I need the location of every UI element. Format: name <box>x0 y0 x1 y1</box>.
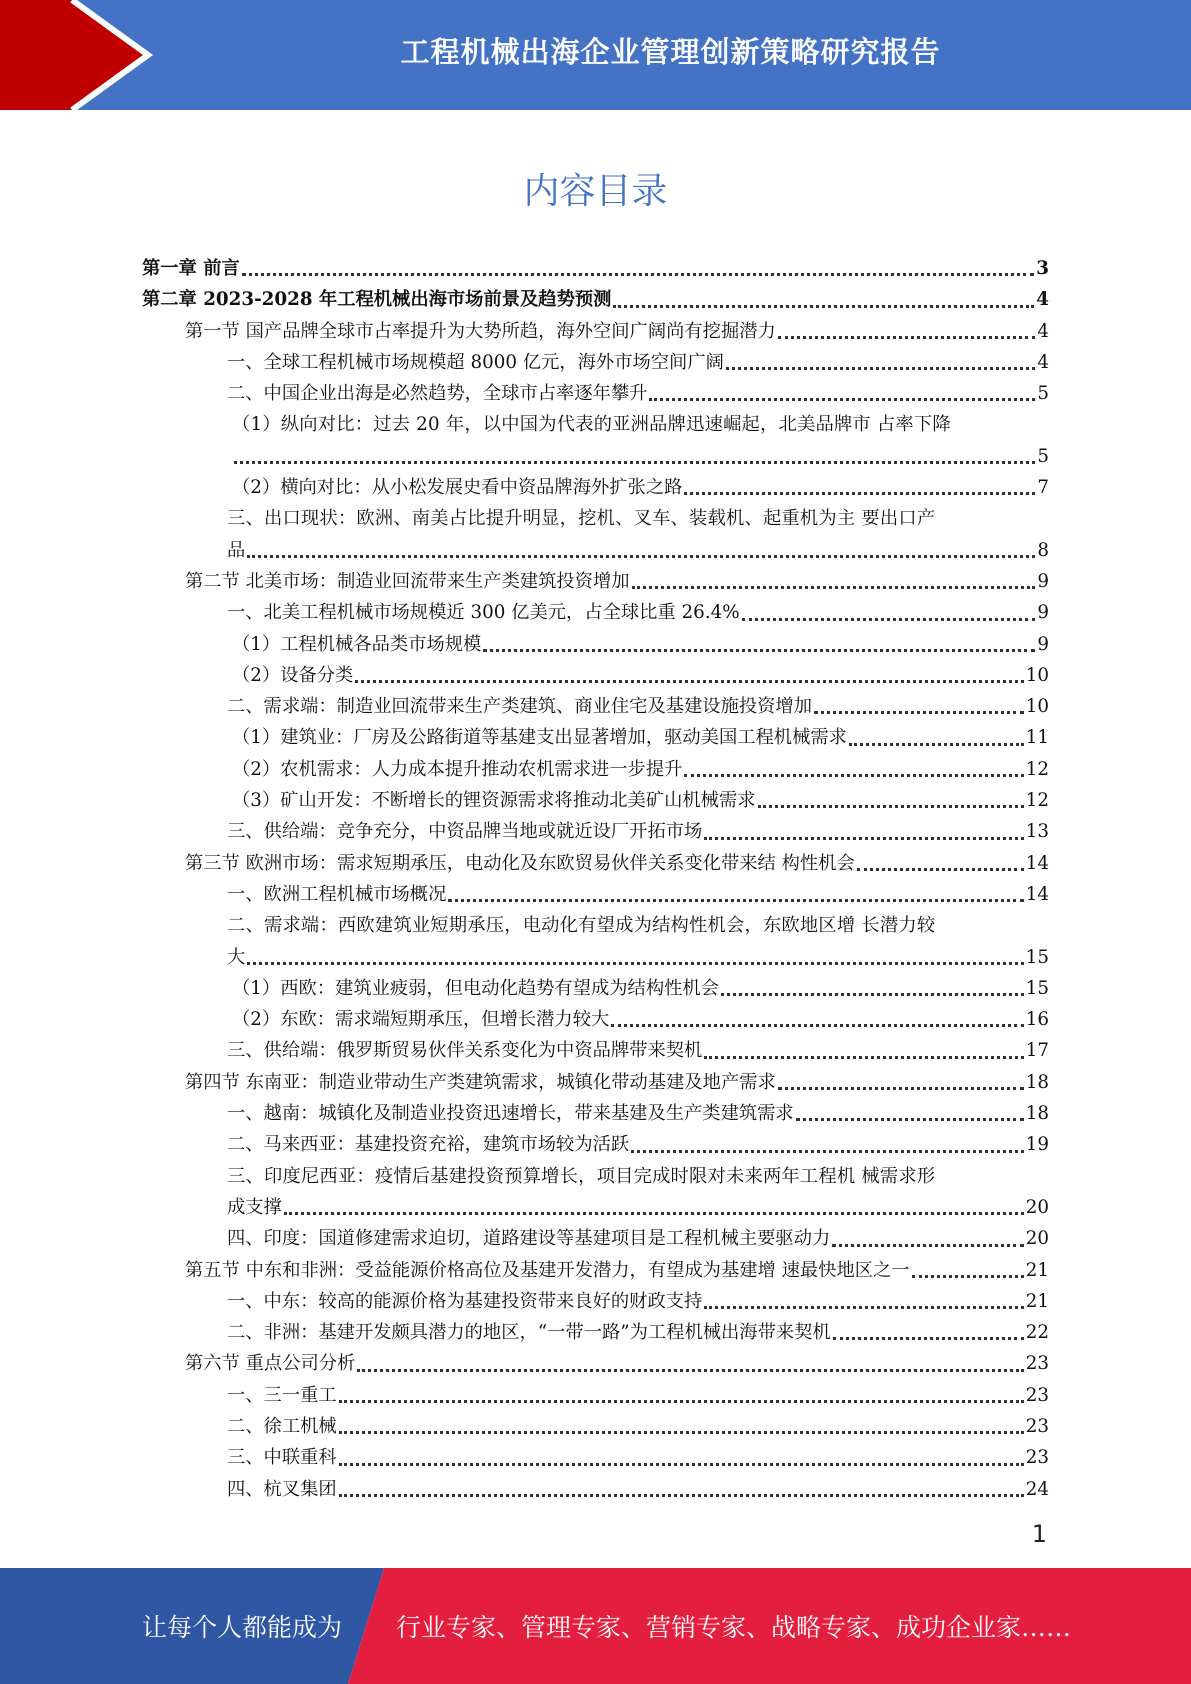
toc-heading: 内容目录 <box>523 171 668 212</box>
toc-entry[interactable] <box>142 1129 1049 1160</box>
toc-entry-text: 二、徐工机械 <box>227 1415 337 1437</box>
toc-page-number: 4 <box>1036 289 1049 311</box>
page-number: 1 <box>1031 1520 1047 1548</box>
toc-entry-text: 二、需求端：制造业回流带来生产类建筑、商业住宅及基建设施投资增加 <box>227 696 812 718</box>
toc-page-number: 5 <box>1037 383 1049 405</box>
toc-page-number: 16 <box>1025 1009 1049 1031</box>
toc-dot-leader <box>778 314 1036 339</box>
toc-entry[interactable] <box>142 316 1049 347</box>
toc-entry-continuation[interactable] <box>142 1192 1049 1223</box>
toc-dot-leader <box>247 940 1023 965</box>
toc-entry-text: 一、全球工程机械市场规模超 8000 亿元，海外市场空间广阔 <box>227 351 724 373</box>
toc-entry[interactable] <box>142 253 1049 284</box>
red-chevron-decoration <box>0 0 160 110</box>
toc-dot-leader <box>849 721 1024 746</box>
toc-entry[interactable] <box>142 503 1049 534</box>
toc-entry-text: （2）设备分类 <box>232 664 354 686</box>
toc-dot-leader <box>339 1409 1024 1434</box>
toc-entry[interactable] <box>142 409 1049 440</box>
toc-page-number: 10 <box>1025 664 1049 686</box>
toc-dot-leader <box>613 283 1034 308</box>
toc-dot-leader <box>912 1253 1024 1278</box>
toc-entry-text: 第一章 前言 <box>142 258 240 279</box>
toc-entry-text: 四、印度：国道修建需求迫切，道路建设等基建项目是工程机械主要驱动力 <box>227 1228 831 1250</box>
toc-entry-text: 第三节 欧洲市场：需求短期承压，电动化及东欧贸易伙伴关系变化带来结 构性机会 <box>185 852 855 874</box>
toc-page-number: 4 <box>1037 320 1049 342</box>
toc-page-number: 18 <box>1025 1103 1049 1125</box>
toc-page-number: 11 <box>1025 727 1049 749</box>
report-title: 工程机械出海企业管理创新策略研究报告 <box>400 34 941 69</box>
toc-entry[interactable] <box>142 347 1049 378</box>
toc-dot-leader <box>632 564 1036 589</box>
toc-dot-leader <box>339 1378 1024 1403</box>
toc-entry-continuation[interactable] <box>142 441 1049 472</box>
toc-entry-text: 一、欧洲工程机械市场概况 <box>227 883 447 905</box>
toc-dot-leader <box>242 251 1034 276</box>
toc-dot-leader <box>832 1222 1023 1247</box>
toc-entry[interactable] <box>142 1411 1049 1442</box>
toc-entry-text: 一、北美工程机械市场规模近 300 亿美元，占全球比重 26.4% <box>227 602 740 624</box>
toc-entry-text: （3）矿山开发：不断增长的锂资源需求将推动北美矿山机械需求 <box>232 790 756 812</box>
toc-dot-leader <box>704 1034 1023 1059</box>
toc-page-number: 20 <box>1025 1228 1049 1250</box>
toc-entry-text-cont: 成支撑 <box>227 1196 282 1218</box>
toc-page-number: 15 <box>1025 977 1049 999</box>
toc-page-number: 12 <box>1025 790 1049 812</box>
toc-dot-leader <box>857 846 1024 871</box>
toc-entry[interactable] <box>142 1255 1049 1286</box>
toc-entry[interactable] <box>142 722 1049 753</box>
toc-entry-text: （1）建筑业：厂房及公路街道等基建支出显著增加，驱动美国工程机械需求 <box>232 727 847 749</box>
toc-entry-text: （2）农机需求：人力成本提升推动农机需求进一步提升 <box>232 758 683 780</box>
toc-entry-text: 第五节 中东和非洲：受益能源价格高位及基建开发潜力，有望成为基建增 速最快地区之一 <box>185 1259 910 1281</box>
toc-entry[interactable] <box>142 754 1049 785</box>
toc-dot-leader <box>742 596 1036 621</box>
table-of-contents <box>142 253 1049 1505</box>
toc-entry-text-cont: 品 <box>227 539 246 561</box>
toc-entry[interactable] <box>142 1442 1049 1473</box>
toc-entry-text: 第六节 重点公司分析 <box>185 1353 356 1375</box>
toc-page-number: 14 <box>1025 852 1049 874</box>
toc-page-number: 5 <box>1037 445 1049 467</box>
header-banner <box>0 0 1191 110</box>
toc-entry[interactable] <box>142 1004 1049 1035</box>
toc-entry[interactable] <box>142 1035 1049 1066</box>
toc-page-number: 20 <box>1025 1196 1049 1218</box>
toc-entry-text: 三、供给端：俄罗斯贸易伙伴关系变化为中资品牌带来契机 <box>227 1040 703 1062</box>
toc-entry[interactable] <box>142 848 1049 879</box>
toc-entry[interactable] <box>142 1161 1049 1192</box>
toc-dot-leader <box>247 533 1035 558</box>
toc-entry-text: 第二章 2023-2028 年工程机械出海市场前景及趋势预测 <box>142 289 612 311</box>
toc-page-number: 3 <box>1036 258 1049 279</box>
toc-entry-text: （1）西欧：建筑业疲弱，但电动化趋势有望成为结构性机会 <box>232 977 719 999</box>
toc-entry-text: 一、越南：城镇化及制造业投资迅速增长，带来基建及生产类建筑需求 <box>227 1103 794 1125</box>
toc-entry-text: （2）东欧：需求端短期承压，但增长潜力较大 <box>232 1009 610 1031</box>
toc-page-number: 14 <box>1025 883 1049 905</box>
toc-entry-text: 四、杭叉集团 <box>227 1478 337 1500</box>
toc-dot-leader <box>704 1284 1023 1309</box>
toc-entry[interactable] <box>142 1286 1049 1317</box>
toc-entry-continuation[interactable] <box>142 942 1049 973</box>
toc-entry-text: （1）纵向对比：过去 20 年，以中国为代表的亚洲品牌迅速崛起，北美品牌市 占率下降 <box>232 414 951 436</box>
toc-entry[interactable] <box>142 785 1049 816</box>
toc-dot-leader <box>355 658 1023 683</box>
toc-dot-leader <box>234 439 1035 464</box>
toc-entry-text: 三、出口现状：欧洲、南美占比提升明显，挖机、叉车、装载机、起重机为主 要出口产 <box>227 508 936 530</box>
toc-page-number: 23 <box>1025 1353 1049 1375</box>
toc-entry-text: 第二节 北美市场：制造业回流带来生产类建筑投资增加 <box>185 570 630 592</box>
toc-entry-text: 一、中东：较高的能源价格为基建投资带来良好的财政支持 <box>227 1290 703 1312</box>
toc-entry[interactable] <box>142 816 1049 847</box>
toc-page-number: 19 <box>1025 1134 1049 1156</box>
toc-dot-leader <box>448 877 1023 902</box>
toc-entry[interactable] <box>142 691 1049 722</box>
toc-entry[interactable] <box>142 910 1049 941</box>
toc-dot-leader <box>758 783 1024 808</box>
toc-dot-leader <box>704 815 1023 840</box>
toc-entry-text: 二、马来西亚：基建投资充裕，建筑市场较为活跃 <box>227 1134 630 1156</box>
toc-entry-text: 二、非洲：基建开发颇具潜力的地区，“一带一路”为工程机械出海带来契机 <box>227 1322 831 1344</box>
toc-entry[interactable] <box>142 1223 1049 1254</box>
toc-page-number: 23 <box>1025 1447 1049 1469</box>
toc-dot-leader <box>721 971 1024 996</box>
toc-dot-leader <box>833 1315 1024 1340</box>
toc-entry-text: （2）横向对比：从小松发展史看中资品牌海外扩张之路 <box>232 477 683 499</box>
toc-entry-text-cont: 大 <box>227 946 246 968</box>
toc-entry-text: 二、中国企业出海是必然趋势，全球市占率逐年攀升 <box>227 383 648 405</box>
toc-dot-leader <box>339 1472 1024 1497</box>
footer-slogan-left: 让每个人都能成为 <box>142 1613 343 1642</box>
toc-entry[interactable] <box>142 660 1049 691</box>
toc-entry-text: （1）工程机械各品类市场规模 <box>232 633 482 655</box>
toc-entry[interactable] <box>142 378 1049 409</box>
toc-dot-leader <box>796 1096 1024 1121</box>
toc-entry-text: 三、印度尼西亚：疫情后基建投资预算增长，项目完成时限对未来两年工程机 械需求形 <box>227 1165 936 1187</box>
toc-page-number: 10 <box>1025 696 1049 718</box>
toc-entry-text: 一、三一重工 <box>227 1384 337 1406</box>
toc-entry-text: 第四节 东南亚：制造业带动生产类建筑需求，城镇化带动基建及地产需求 <box>185 1071 776 1093</box>
toc-dot-leader <box>778 1065 1024 1090</box>
toc-page-number: 22 <box>1025 1322 1049 1344</box>
toc-dot-leader <box>726 345 1035 370</box>
toc-dot-leader <box>631 1128 1024 1153</box>
toc-entry[interactable] <box>142 566 1049 597</box>
toc-entry-text: 第一节 国产品牌全球市占率提升为大势所趋，海外空间广阔尚有挖掘潜力 <box>185 320 776 342</box>
toc-dot-leader <box>684 470 1035 495</box>
toc-page-number: 23 <box>1025 1415 1049 1437</box>
toc-page-number: 21 <box>1025 1290 1049 1312</box>
toc-dot-leader <box>611 1002 1023 1027</box>
footer-slogan-right: 行业专家、管理专家、营销专家、战略专家、成功企业家…… <box>396 1613 1072 1642</box>
toc-page-number: 24 <box>1025 1478 1049 1500</box>
toc-page-number: 12 <box>1025 758 1049 780</box>
toc-dot-leader <box>284 1190 1024 1215</box>
toc-page-number: 23 <box>1025 1384 1049 1406</box>
toc-entry[interactable] <box>142 472 1049 503</box>
toc-entry[interactable] <box>142 1380 1049 1411</box>
toc-page-number: 7 <box>1037 477 1049 499</box>
toc-dot-leader <box>357 1347 1023 1372</box>
toc-page-number: 18 <box>1025 1071 1049 1093</box>
toc-entry-text: 二、需求端：西欧建筑业短期承压，电动化有望成为结构性机会，东欧地区增 长潜力较 <box>227 915 936 937</box>
toc-entry-text: 三、供给端：竞争充分，中资品牌当地或就近设厂开拓市场 <box>227 821 703 843</box>
toc-entry-continuation[interactable] <box>142 535 1049 566</box>
toc-entry[interactable] <box>142 1474 1049 1505</box>
toc-dot-leader <box>684 752 1023 777</box>
toc-page-number: 9 <box>1037 633 1049 655</box>
toc-entry[interactable] <box>142 1098 1049 1129</box>
toc-page-number: 21 <box>1025 1259 1049 1281</box>
toc-page-number: 15 <box>1025 946 1049 968</box>
toc-dot-leader <box>814 689 1024 714</box>
toc-dot-leader <box>483 627 1035 652</box>
toc-page-number: 9 <box>1037 602 1049 624</box>
toc-dot-leader <box>649 376 1035 401</box>
toc-page-number: 4 <box>1037 351 1049 373</box>
toc-entry[interactable] <box>142 284 1049 315</box>
toc-entry[interactable] <box>142 629 1049 660</box>
toc-page-number: 17 <box>1025 1040 1049 1062</box>
toc-entry[interactable] <box>142 1067 1049 1098</box>
toc-page-number: 9 <box>1037 570 1049 592</box>
toc-entry[interactable] <box>142 973 1049 1004</box>
toc-dot-leader <box>339 1441 1024 1466</box>
toc-entry[interactable] <box>142 597 1049 628</box>
toc-entry[interactable] <box>142 879 1049 910</box>
footer-banner <box>0 1568 1191 1684</box>
toc-page-number: 13 <box>1025 821 1049 843</box>
toc-entry[interactable] <box>142 1317 1049 1348</box>
toc-page-number: 8 <box>1037 539 1049 561</box>
toc-entry[interactable] <box>142 1348 1049 1379</box>
toc-entry-text: 三、中联重科 <box>227 1447 337 1469</box>
